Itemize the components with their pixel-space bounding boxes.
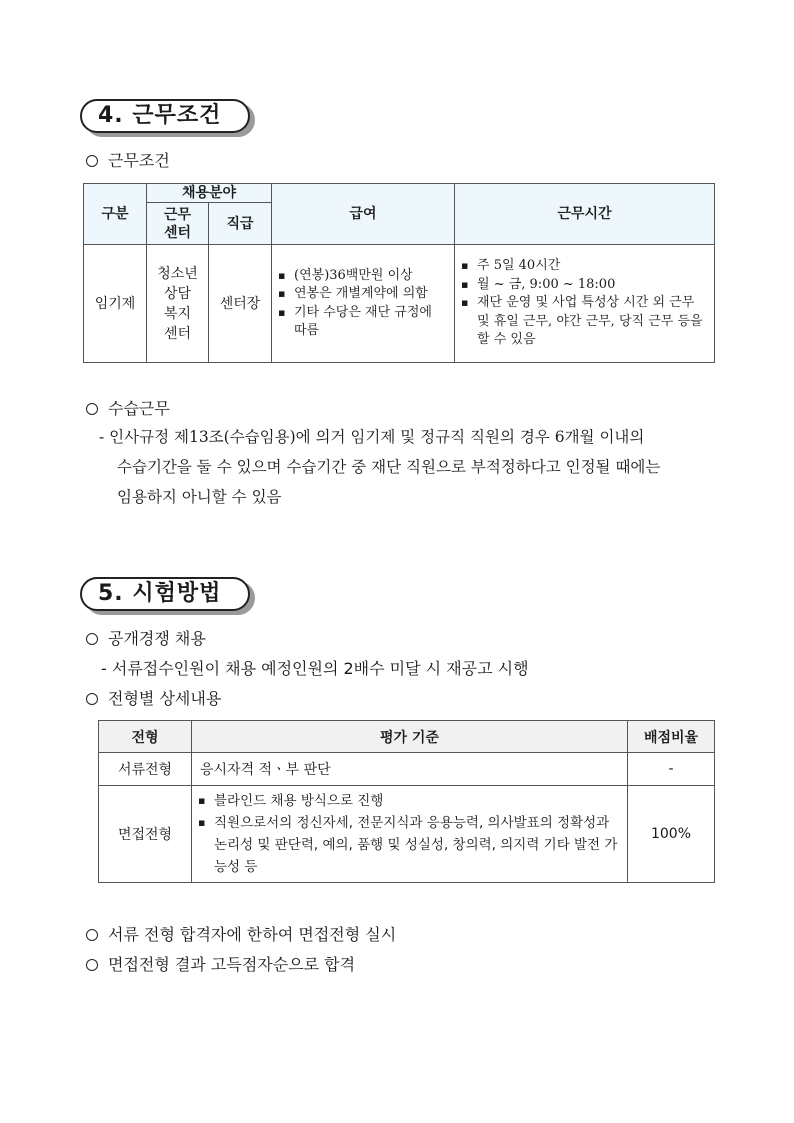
center-line: 청소년 xyxy=(157,265,198,282)
ratio-cell: - xyxy=(628,753,715,786)
bullet-text: 면접전형 결과 고득점자순으로 합격 xyxy=(108,955,356,974)
header-field: 채용분야 xyxy=(147,184,272,203)
working-conditions-bullet xyxy=(86,150,170,172)
probation-bullet xyxy=(86,398,170,420)
circle-bullet-icon xyxy=(86,403,98,415)
stage-cell: 면접전형 xyxy=(99,786,192,883)
header-center-line-1: 근무 xyxy=(163,206,192,223)
criteria-item: ▪ 직원으로서의 정신자세, 전문지식과 응용능력, 의사발표의 정확성과 논리성 및 판단력, 예의, 품행 및 성실성, 창의력, 의지력 기타 발전 가능성 등 xyxy=(198,812,621,878)
working-conditions-table xyxy=(83,183,715,363)
bullet-text: 서류 전형 합격자에 한하여 면접전형 실시 xyxy=(108,925,397,944)
header-hours: 근무시간 xyxy=(455,184,715,245)
salary-item: ▪ 연봉은 개별계약에 의함 xyxy=(278,285,448,304)
center-line: 센터 xyxy=(163,325,192,342)
criteria-cell: 응시자격 적ㆍ부 판단 xyxy=(192,753,628,786)
header-salary: 급여 xyxy=(272,184,455,245)
circle-bullet-icon xyxy=(86,633,98,645)
row-salary xyxy=(272,245,455,363)
row-rank: 센터장 xyxy=(209,245,272,363)
probation-text-line-2: 수습기간을 둘 수 있으며 수습기간 중 재단 직원으로 부적정하다고 인정될 때에는 xyxy=(117,458,661,476)
row-center xyxy=(147,245,209,363)
hours-item: ▪ 월 ~ 금, 9:00 ~ 18:00 xyxy=(461,276,708,295)
final-pass-bullet xyxy=(86,954,355,976)
col-ratio: 배점비율 xyxy=(628,721,715,753)
center-line: 상담 xyxy=(163,285,192,302)
document-pass-bullet xyxy=(86,924,396,946)
header-category: 구분 xyxy=(84,184,147,245)
circle-bullet-icon xyxy=(86,155,98,167)
open-competition-bullet xyxy=(86,628,206,650)
criteria-cell xyxy=(192,786,628,883)
bullet-text: 근무조건 xyxy=(108,151,170,170)
criteria-item: ▪ 블라인드 채용 방식으로 진행 xyxy=(198,790,621,812)
stage-cell: 서류전형 xyxy=(99,753,192,786)
bullet-text: 공개경쟁 채용 xyxy=(108,629,206,648)
hours-item: ▪ 재단 운영 및 사업 특성상 시간 외 근무 및 휴일 근무, 야간 근무, 당직 근무 등을 할 수 있음 xyxy=(461,294,708,350)
header-center-line-2: 센터 xyxy=(163,224,192,241)
bullet-text: 수습근무 xyxy=(108,399,170,418)
col-criteria: 평가 기준 xyxy=(192,721,628,753)
row-category: 임기제 xyxy=(84,245,147,363)
row-hours xyxy=(455,245,715,363)
probation-text-line-1: - 인사규정 제13조(수습임용)에 의거 임기제 및 정규직 직원의 경우 6개월 이내의 xyxy=(99,428,645,446)
circle-bullet-icon xyxy=(86,929,98,941)
header-rank: 직급 xyxy=(209,203,272,245)
ratio-cell: 100% xyxy=(628,786,715,883)
stage-details-bullet xyxy=(86,688,221,710)
circle-bullet-icon xyxy=(86,959,98,971)
center-line: 복지 xyxy=(163,305,192,322)
exam-stage-table xyxy=(98,720,715,883)
salary-item: ▪ 기타 수당은 재단 규정에 따름 xyxy=(278,304,448,341)
salary-item: ▪ (연봉)36백만원 이상 xyxy=(278,267,448,286)
open-competition-sub: - 서류접수인원이 채용 예정인원의 2배수 미달 시 재공고 시행 xyxy=(101,659,529,678)
hours-item: ▪ 주 5일 40시간 xyxy=(461,257,708,276)
section-4-heading: 4. 근무조건 xyxy=(80,99,250,133)
bullet-text: 전형별 상세내용 xyxy=(108,689,222,708)
col-stage: 전형 xyxy=(99,721,192,753)
circle-bullet-icon xyxy=(86,693,98,705)
section-5-heading: 5. 시험방법 xyxy=(80,577,250,611)
probation-text-line-3: 임용하지 아니할 수 있음 xyxy=(117,488,282,506)
header-center xyxy=(147,203,209,245)
